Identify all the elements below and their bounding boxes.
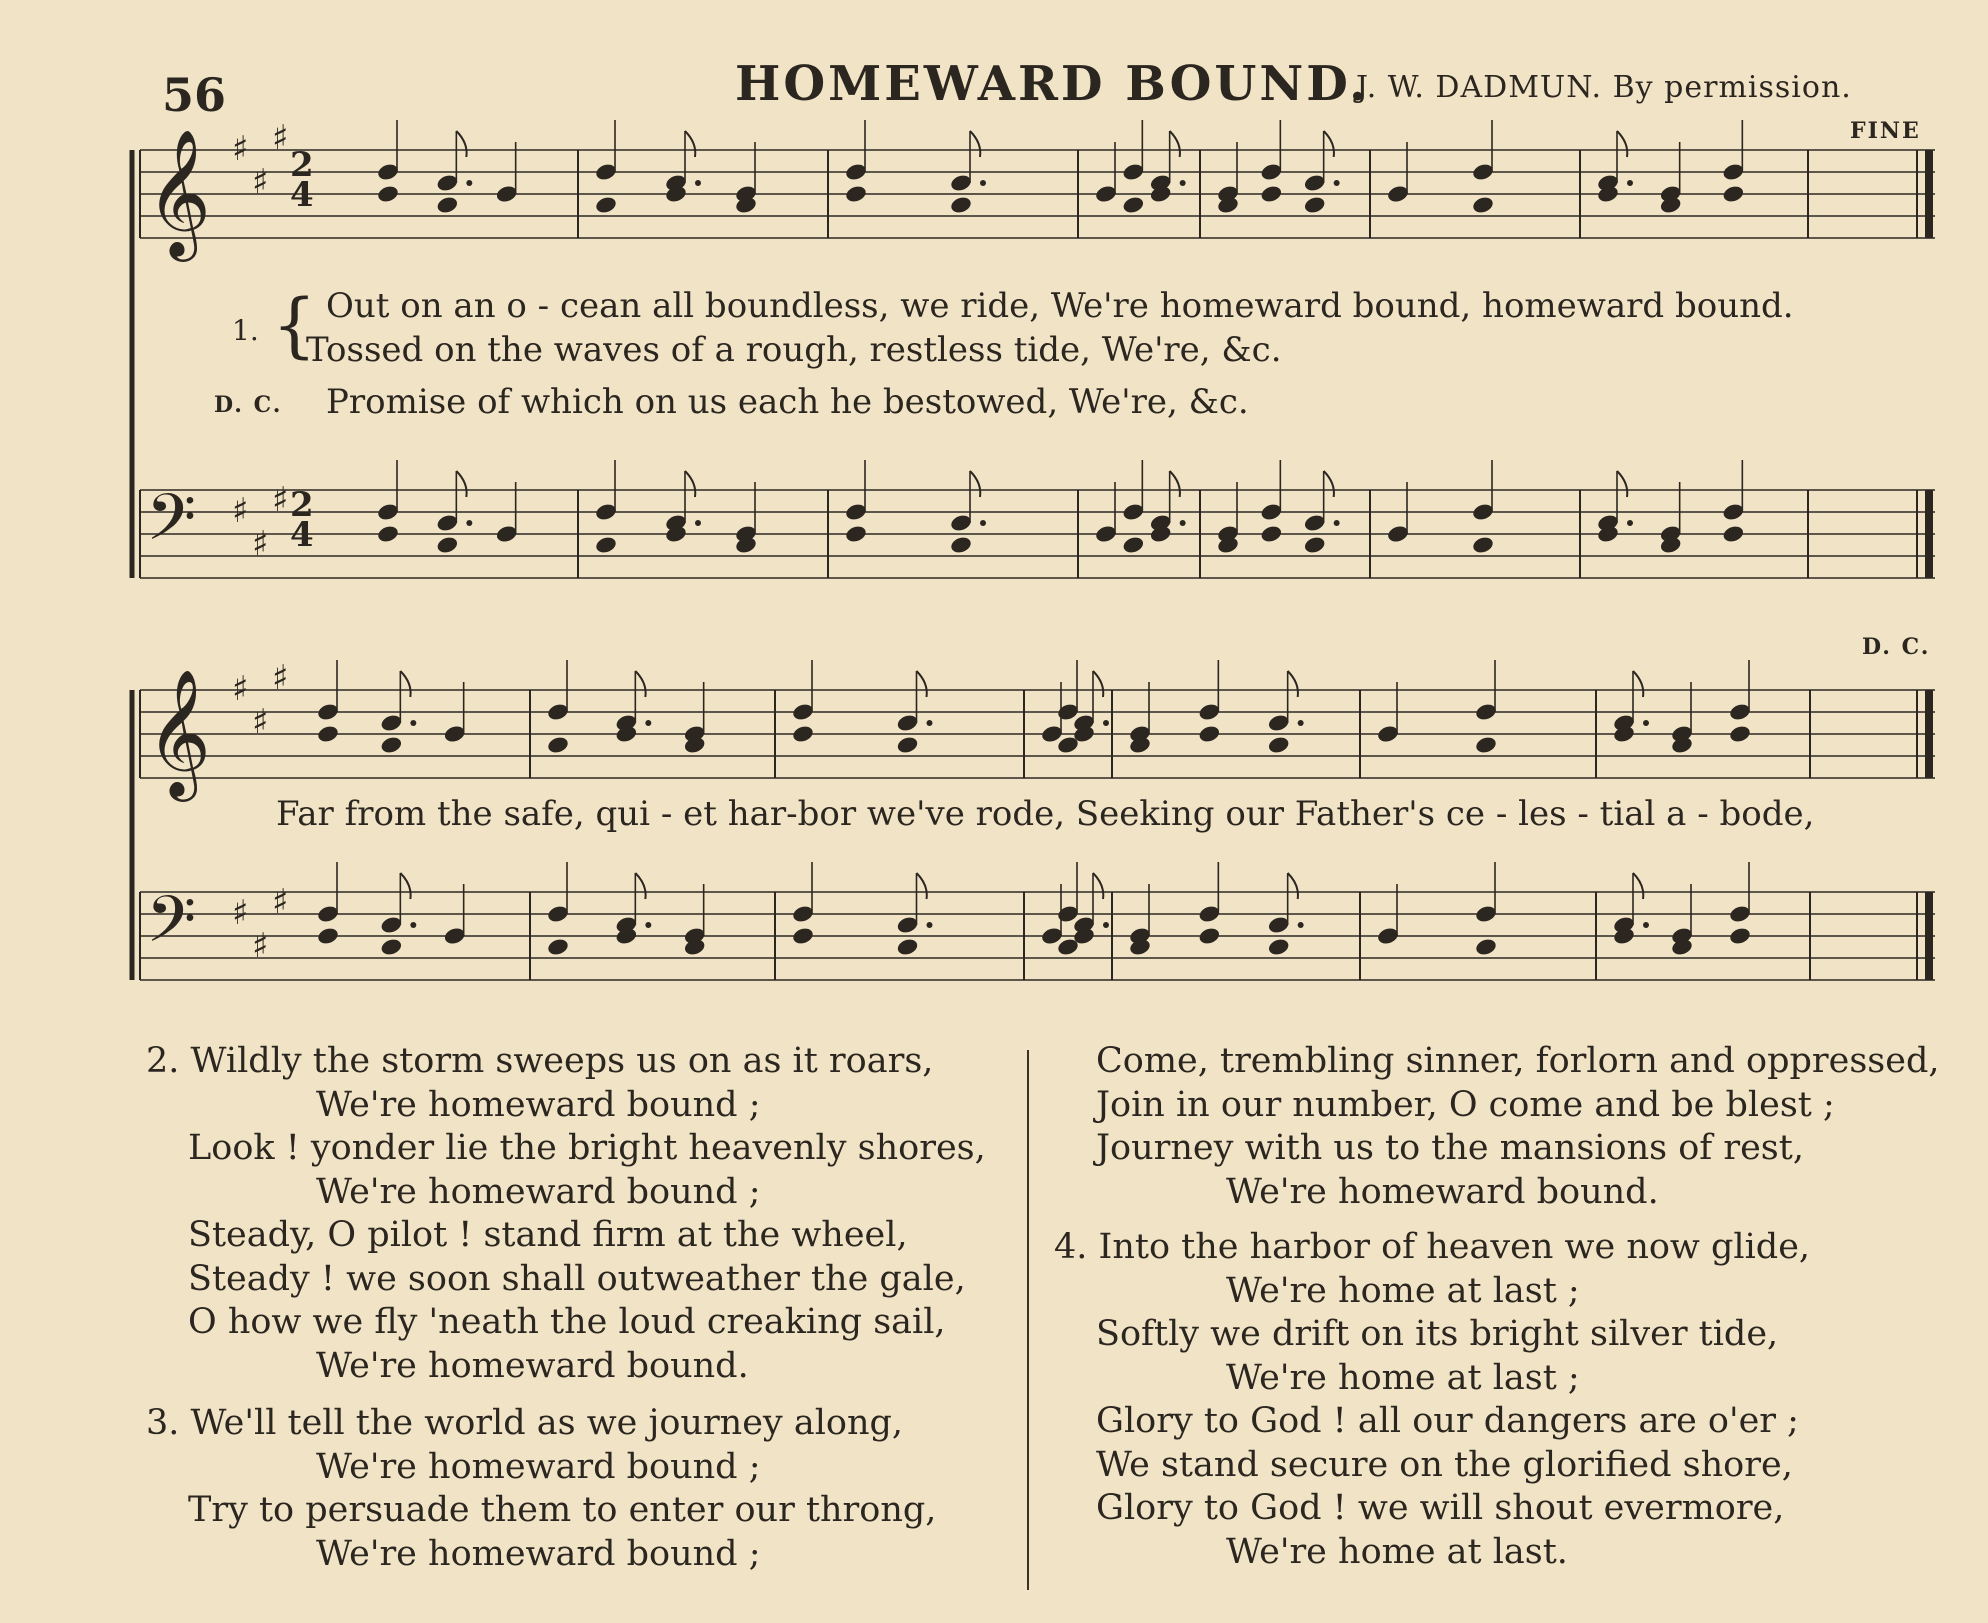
verse-line: We're homeward bound ;: [316, 1533, 761, 1574]
bass-clef-icon: 𝄢: [146, 883, 197, 973]
dot: [466, 180, 472, 186]
verse-brace: {: [272, 284, 317, 366]
sharp-icon: ♯: [232, 129, 249, 169]
treble-clef-icon: 𝄞: [146, 128, 212, 256]
verse-line: We're homeward bound.: [1226, 1171, 1659, 1212]
verse-line: We're home at last ;: [1226, 1270, 1580, 1311]
note-head: [791, 926, 815, 946]
note-flag: [970, 471, 980, 497]
note-head: [1267, 937, 1291, 957]
time-sig-top: 2: [290, 145, 314, 185]
note-flag: [1093, 873, 1103, 899]
verse-line: Glory to God ! we will shout evermore,: [1096, 1488, 1785, 1528]
verse-line: Journey with us to the mansions of rest,: [1096, 1128, 1804, 1168]
sharp-icon: ♯: [232, 491, 249, 531]
time-sig-top: 2: [290, 485, 314, 525]
note-flag: [917, 873, 927, 899]
note-head: [1122, 195, 1146, 215]
dc-line-label: D. C.: [214, 392, 283, 418]
verse-3-continued: [1096, 1040, 1940, 1214]
note-head: [949, 195, 973, 215]
note-flag: [400, 671, 410, 697]
verse-line: Glory to God ! all our dangers are o'er ;: [1096, 1401, 1799, 1441]
treble-clef-icon: 𝄞: [146, 668, 212, 796]
dot: [466, 520, 472, 526]
dot: [1180, 520, 1186, 526]
note-head: [1728, 724, 1752, 744]
page-number: 56: [162, 68, 227, 122]
verse-number: 2.: [146, 1041, 180, 1081]
note-head: [1474, 735, 1498, 755]
time-sig-bottom: 4: [290, 175, 314, 215]
time-sig-bottom: 4: [290, 515, 314, 555]
lyric-line-3: Far from the safe, qui - et har-bor we've rode, Seeking our Father's ce - les - tial a - bode,: [276, 794, 1815, 834]
bass-clef-icon: 𝄢: [146, 481, 197, 571]
note-flag: [456, 471, 466, 497]
note-head: [1303, 195, 1327, 215]
note-head: [376, 184, 400, 204]
note-head: [436, 195, 460, 215]
composer-name: J. W. DADMUN.: [1356, 70, 1603, 105]
dot: [645, 720, 651, 726]
note-head: [791, 724, 815, 744]
final-bar: [1925, 150, 1933, 238]
dot: [645, 922, 651, 928]
verse-line: Try to persuade them to enter our throng,: [188, 1490, 937, 1530]
verse-line: We're homeward bound ;: [316, 1171, 761, 1212]
column-divider: [1027, 1050, 1029, 1590]
note-head: [896, 937, 920, 957]
dot: [1298, 922, 1304, 928]
fine-mark: FINE: [1850, 118, 1921, 144]
lyric-line-1: Out on an o - cean all boundless, we ride, We're homeward bound, homeward bound.: [326, 286, 1794, 326]
verse-line: We're homeward bound.: [316, 1345, 749, 1386]
dot: [1627, 520, 1633, 526]
verse-number: 3.: [146, 1403, 180, 1443]
note-flag: [1170, 471, 1180, 497]
verse-line: Steady ! we soon shall outweather the gale,: [188, 1258, 966, 1299]
note-head: [546, 937, 570, 957]
dot: [1103, 720, 1109, 726]
note-flag: [917, 671, 927, 697]
verse-number: 4.: [1054, 1227, 1088, 1267]
dot: [1334, 180, 1340, 186]
note-flag: [1093, 671, 1103, 697]
verse-line: Come, trembling sinner, forlorn and oppressed,: [1096, 1041, 1940, 1081]
sharp-icon: ♯: [272, 480, 289, 520]
note-flag: [1324, 131, 1334, 157]
time-signature-treble-1: [290, 145, 314, 215]
verse-line: Look ! yonder lie the bright heavenly shores,: [188, 1128, 986, 1168]
note-head: [436, 535, 460, 555]
verse-line: We're home at last ;: [1226, 1357, 1580, 1398]
note-flag: [685, 471, 695, 497]
note-head: [1474, 937, 1498, 957]
note-head: [1728, 926, 1752, 946]
dot: [695, 520, 701, 526]
note-head: [844, 184, 868, 204]
note-flag: [400, 873, 410, 899]
dot: [980, 520, 986, 526]
note-flag: [1288, 873, 1298, 899]
dot: [410, 922, 416, 928]
dot: [927, 922, 933, 928]
note-head: [949, 535, 973, 555]
sharp-icon: ♯: [252, 524, 269, 564]
note-head: [546, 735, 570, 755]
verse-line: Join in our number, O come and be blest ;: [1096, 1084, 1835, 1125]
note-flag: [635, 873, 645, 899]
note-flag: [1617, 471, 1627, 497]
dot: [1298, 720, 1304, 726]
note-head: [380, 937, 404, 957]
hymn-title: HOMEWARD BOUND.: [735, 56, 1369, 112]
dot: [410, 720, 416, 726]
verse-line: [146, 1040, 986, 1084]
verse-text: Into the harbor of heaven we now glide,: [1098, 1227, 1811, 1267]
note-head: [1267, 735, 1291, 755]
note-head: [1198, 724, 1222, 744]
note-head: [1260, 184, 1284, 204]
note-head: [316, 926, 340, 946]
verse-line: O how we fly 'neath the loud creaking sail,: [188, 1302, 946, 1342]
dot: [980, 180, 986, 186]
permission-note: By permission.: [1612, 70, 1852, 105]
verse-text: We'll tell the world as we journey along,: [190, 1403, 904, 1443]
note-head: [896, 735, 920, 755]
note-head: [1471, 195, 1495, 215]
dot: [1103, 922, 1109, 928]
note-head: [316, 724, 340, 744]
note-flag: [1617, 131, 1627, 157]
sharp-icon: ♯: [252, 702, 269, 742]
dot: [695, 180, 701, 186]
sharp-icon: ♯: [272, 658, 289, 698]
dot: [1643, 922, 1649, 928]
note-head: [594, 535, 618, 555]
verse-4: [1054, 1226, 1810, 1574]
note-head: [1260, 524, 1284, 544]
note-flag: [1170, 131, 1180, 157]
note-flag: [970, 131, 980, 157]
note-head: [1122, 535, 1146, 555]
dot: [927, 720, 933, 726]
note-flag: [1324, 471, 1334, 497]
note-head: [1722, 524, 1746, 544]
note-head: [594, 195, 618, 215]
sharp-icon: ♯: [252, 162, 269, 202]
note-flag: [1288, 671, 1298, 697]
note-head: [380, 735, 404, 755]
note-flag: [456, 131, 466, 157]
note-flag: [1633, 873, 1643, 899]
final-bar: [1925, 490, 1933, 578]
verse-2: [146, 1040, 986, 1388]
verse-text: Wildly the storm sweeps us on as it roars,: [190, 1041, 934, 1081]
verse-line: [146, 1402, 936, 1446]
verse-line: We're homeward bound ;: [316, 1446, 761, 1487]
lyric-line-2: Tossed on the waves of a rough, restless tide, We're, &c.: [306, 330, 1282, 370]
note-head: [1722, 184, 1746, 204]
verse-line: We're homeward bound ;: [316, 1084, 761, 1125]
dot: [1643, 720, 1649, 726]
sharp-icon: ♯: [232, 893, 249, 933]
verse-line: Softly we drift on its bright silver tide,: [1096, 1314, 1779, 1354]
dc-mark: D. C.: [1862, 634, 1931, 660]
note-head: [1471, 535, 1495, 555]
sharp-icon: ♯: [232, 669, 249, 709]
note-head: [376, 524, 400, 544]
sharp-icon: ♯: [272, 882, 289, 922]
dot: [1334, 520, 1340, 526]
note-flag: [1633, 671, 1643, 697]
dot: [1627, 180, 1633, 186]
lyric-dc-line: Promise of which on us each he bestowed, We're, &c.: [326, 382, 1249, 422]
verse-label-1: 1.: [232, 314, 259, 347]
verse-line: We stand secure on the glorified shore,: [1096, 1444, 1793, 1485]
verse-3: [146, 1402, 936, 1576]
note-flag: [635, 671, 645, 697]
note-head: [844, 524, 868, 544]
sharp-icon: ♯: [252, 926, 269, 966]
note-head: [1198, 926, 1222, 946]
final-bar: [1925, 892, 1933, 980]
verse-line: We're home at last.: [1226, 1531, 1568, 1572]
note-flag: [685, 131, 695, 157]
dot: [1180, 180, 1186, 186]
verse-line: Steady, O pilot ! stand firm at the wheel,: [188, 1215, 908, 1255]
note-head: [1303, 535, 1327, 555]
sharp-icon: ♯: [272, 118, 289, 158]
verse-line: [1054, 1226, 1810, 1270]
final-bar: [1925, 690, 1933, 778]
time-signature-bass-1: [290, 485, 314, 555]
